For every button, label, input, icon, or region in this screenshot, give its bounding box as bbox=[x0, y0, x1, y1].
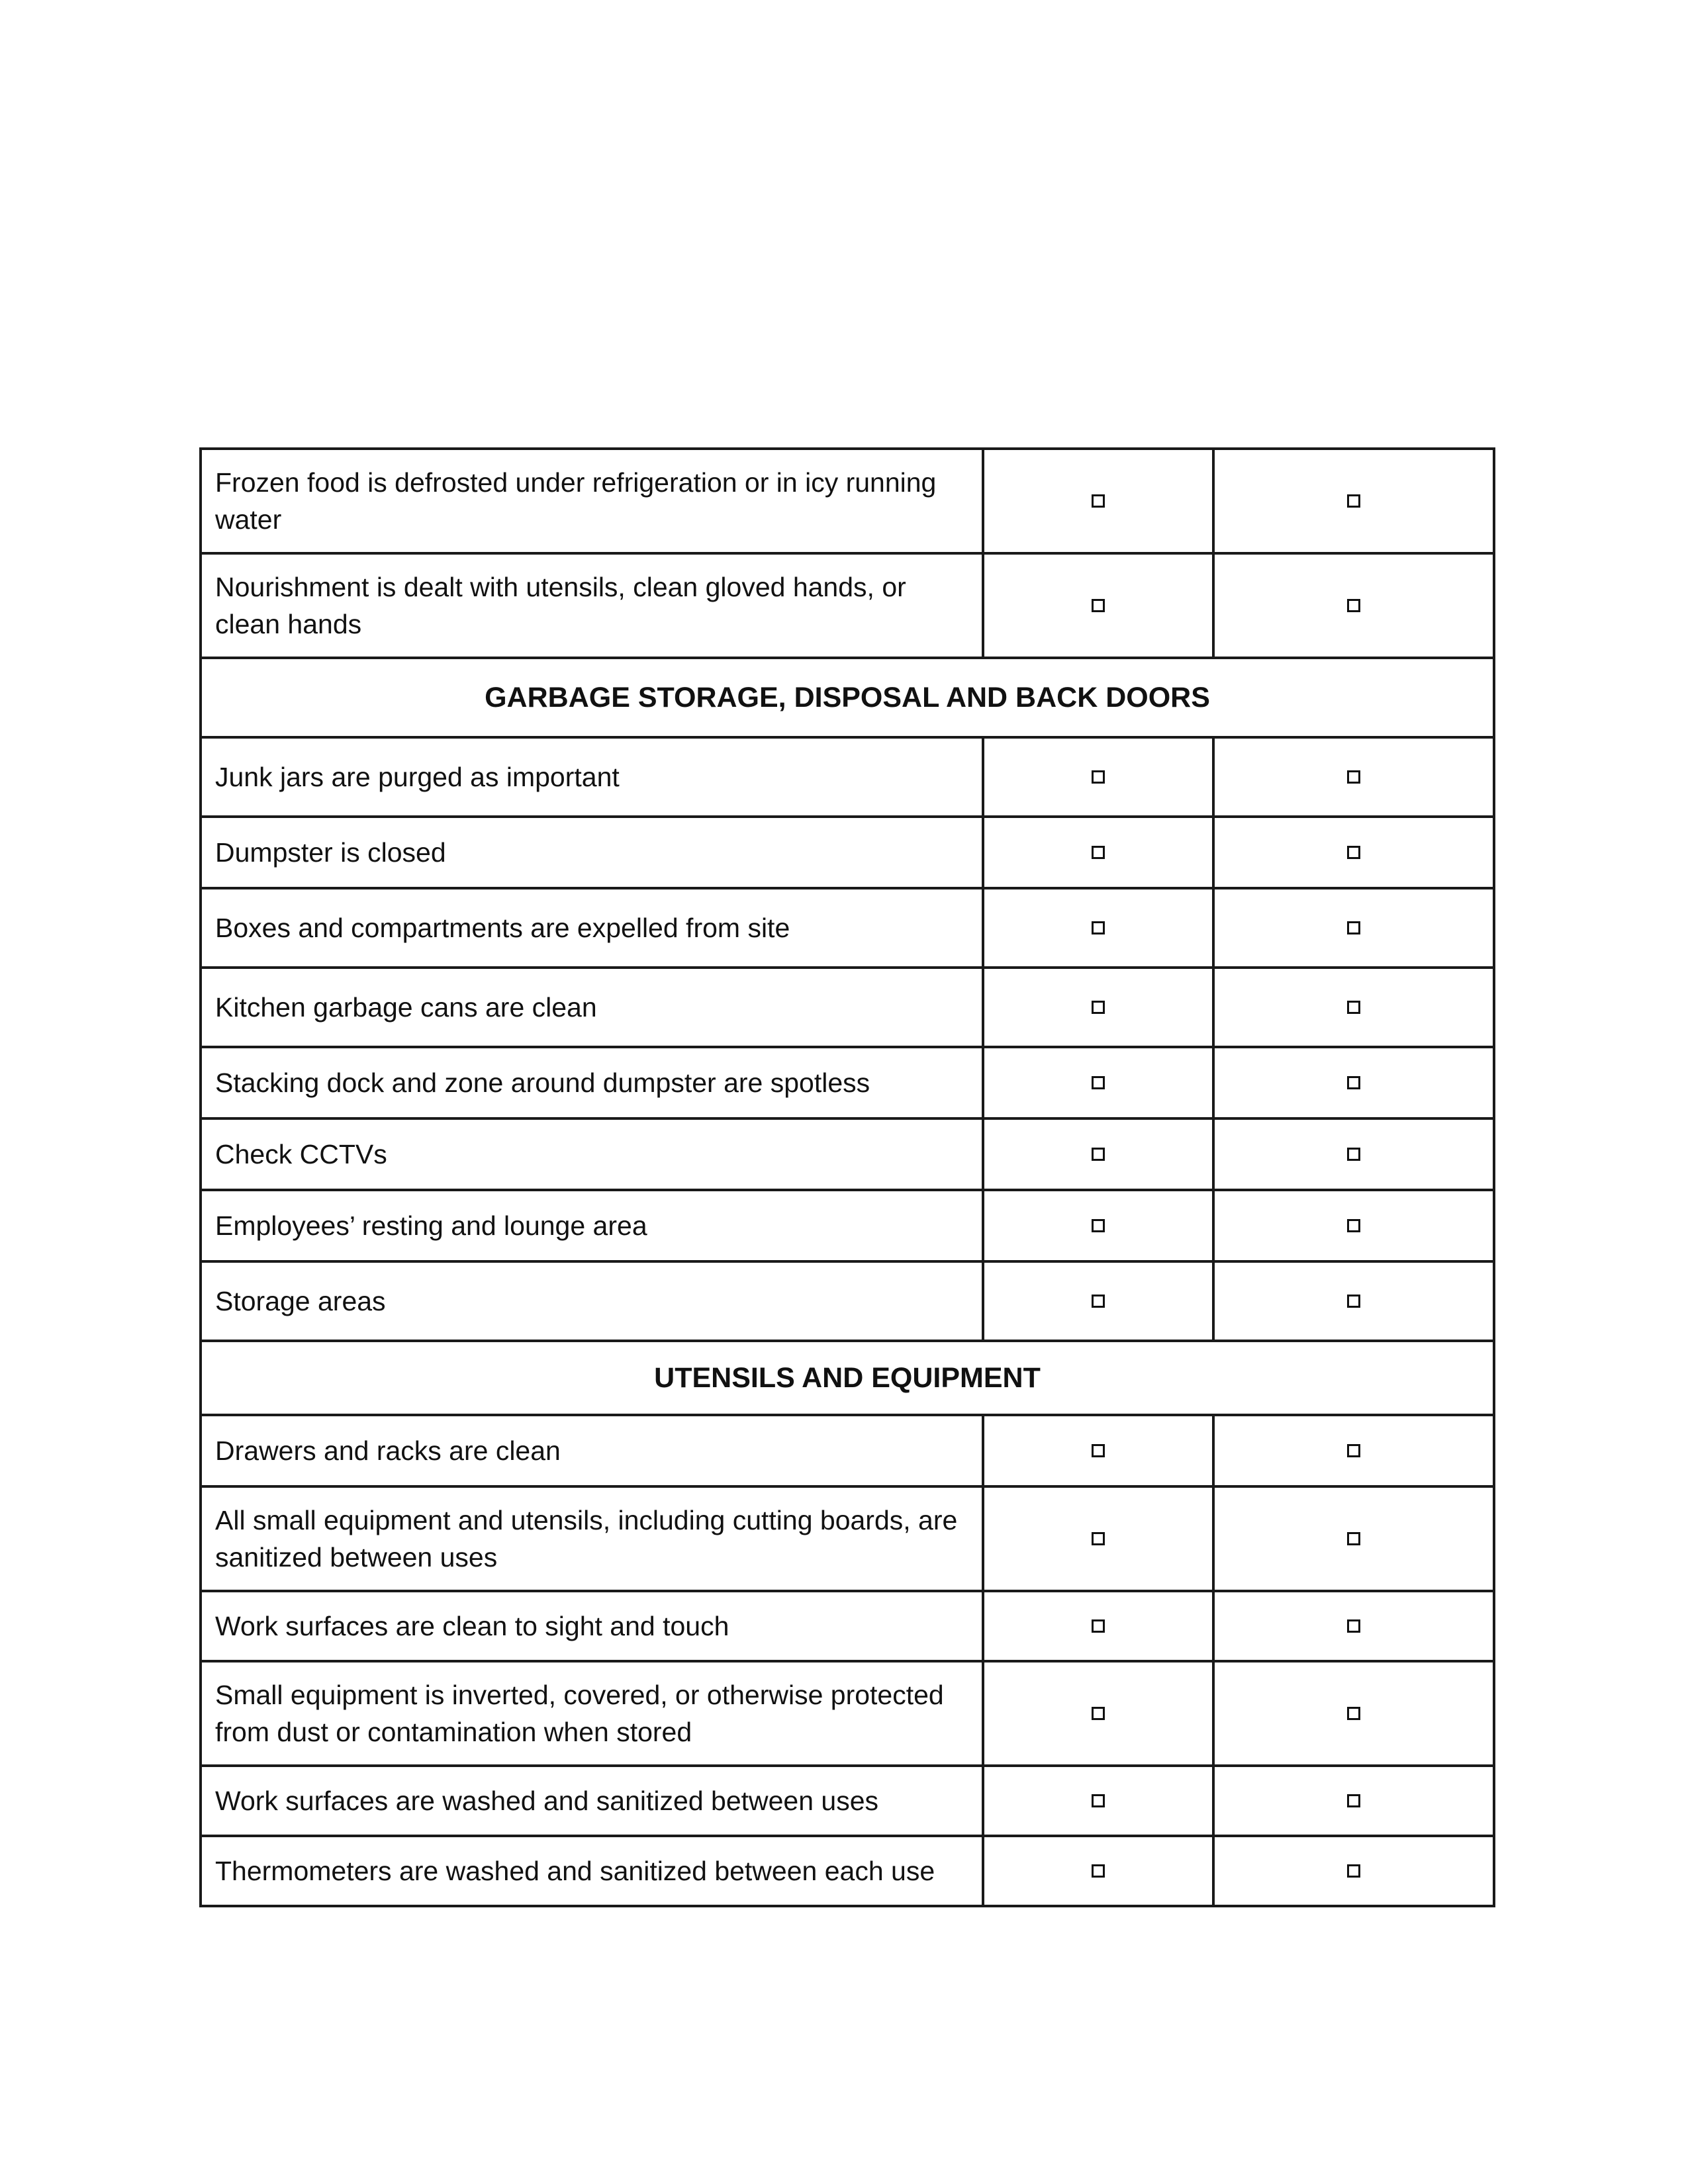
checkbox-icon[interactable] bbox=[1347, 1148, 1360, 1161]
checkbox-icon[interactable] bbox=[1092, 1295, 1105, 1308]
checkbox-cell[interactable] bbox=[1213, 1118, 1494, 1190]
checkbox-cell[interactable] bbox=[1213, 553, 1494, 658]
table-row bbox=[201, 817, 1494, 888]
checkbox-cell[interactable] bbox=[983, 1836, 1213, 1906]
section-header-row bbox=[201, 1341, 1494, 1415]
checkbox-cell[interactable] bbox=[1213, 1261, 1494, 1341]
checkbox-icon[interactable] bbox=[1092, 846, 1105, 859]
checkbox-cell[interactable] bbox=[983, 1415, 1213, 1486]
checkbox-icon[interactable] bbox=[1347, 770, 1360, 784]
item-text: Dumpster is closed bbox=[201, 817, 983, 888]
checkbox-icon[interactable] bbox=[1092, 1076, 1105, 1089]
checkbox-icon[interactable] bbox=[1092, 1148, 1105, 1161]
item-text: Work surfaces are clean to sight and touch bbox=[201, 1591, 983, 1661]
checkbox-icon[interactable] bbox=[1347, 1001, 1360, 1014]
checkbox-icon[interactable] bbox=[1092, 494, 1105, 508]
checkbox-icon[interactable] bbox=[1092, 1219, 1105, 1232]
checkbox-icon[interactable] bbox=[1092, 599, 1105, 612]
item-text: Stacking dock and zone around dumpster are spotless bbox=[201, 1047, 983, 1118]
section-title: UTENSILS AND EQUIPMENT bbox=[201, 1341, 1494, 1415]
checkbox-icon[interactable] bbox=[1347, 921, 1360, 934]
checkbox-cell[interactable] bbox=[983, 1118, 1213, 1190]
checkbox-cell[interactable] bbox=[1213, 1190, 1494, 1261]
checkbox-cell[interactable] bbox=[983, 449, 1213, 553]
checkbox-cell[interactable] bbox=[983, 737, 1213, 817]
checkbox-cell[interactable] bbox=[1213, 1415, 1494, 1486]
checkbox-icon[interactable] bbox=[1347, 1619, 1360, 1633]
checkbox-icon[interactable] bbox=[1347, 599, 1360, 612]
checkbox-cell[interactable] bbox=[983, 888, 1213, 968]
checkbox-cell[interactable] bbox=[1213, 737, 1494, 817]
item-text: Frozen food is defrosted under refrigeration or in icy running water bbox=[201, 449, 983, 553]
item-text: Thermometers are washed and sanitized between each use bbox=[201, 1836, 983, 1906]
checklist-table bbox=[199, 447, 1495, 1907]
checkbox-icon[interactable] bbox=[1092, 1619, 1105, 1633]
table-row bbox=[201, 1261, 1494, 1341]
section-header-row bbox=[201, 658, 1494, 737]
checkbox-cell[interactable] bbox=[1213, 1047, 1494, 1118]
checkbox-cell[interactable] bbox=[1213, 1661, 1494, 1766]
checkbox-cell[interactable] bbox=[1213, 817, 1494, 888]
table-row bbox=[201, 1836, 1494, 1906]
checkbox-cell[interactable] bbox=[983, 1047, 1213, 1118]
table-row bbox=[201, 968, 1494, 1047]
checkbox-cell[interactable] bbox=[1213, 449, 1494, 553]
section-title: GARBAGE STORAGE, DISPOSAL AND BACK DOORS bbox=[201, 658, 1494, 737]
checkbox-icon[interactable] bbox=[1092, 1001, 1105, 1014]
checkbox-cell[interactable] bbox=[1213, 888, 1494, 968]
table-row bbox=[201, 1766, 1494, 1836]
checkbox-icon[interactable] bbox=[1347, 1295, 1360, 1308]
checkbox-icon[interactable] bbox=[1092, 1794, 1105, 1807]
item-text: All small equipment and utensils, including cutting boards, are sanitized between uses bbox=[201, 1486, 983, 1591]
item-text: Boxes and compartments are expelled from site bbox=[201, 888, 983, 968]
checkbox-cell[interactable] bbox=[983, 1661, 1213, 1766]
checkbox-cell[interactable] bbox=[983, 553, 1213, 658]
item-text: Kitchen garbage cans are clean bbox=[201, 968, 983, 1047]
checkbox-icon[interactable] bbox=[1347, 494, 1360, 508]
checkbox-cell[interactable] bbox=[1213, 1766, 1494, 1836]
checkbox-cell[interactable] bbox=[1213, 1591, 1494, 1661]
table-row bbox=[201, 1661, 1494, 1766]
item-text: Junk jars are purged as important bbox=[201, 737, 983, 817]
item-text: Work surfaces are washed and sanitized between uses bbox=[201, 1766, 983, 1836]
checkbox-icon[interactable] bbox=[1092, 1864, 1105, 1878]
table-row bbox=[201, 737, 1494, 817]
checkbox-icon[interactable] bbox=[1347, 1219, 1360, 1232]
checkbox-icon[interactable] bbox=[1347, 1076, 1360, 1089]
checkbox-cell[interactable] bbox=[983, 1591, 1213, 1661]
checkbox-icon[interactable] bbox=[1347, 1707, 1360, 1720]
checkbox-cell[interactable] bbox=[983, 1486, 1213, 1591]
checkbox-cell[interactable] bbox=[1213, 1836, 1494, 1906]
table-row bbox=[201, 1047, 1494, 1118]
table-row bbox=[201, 1415, 1494, 1486]
checkbox-icon[interactable] bbox=[1347, 846, 1360, 859]
item-text: Check CCTVs bbox=[201, 1118, 983, 1190]
checkbox-icon[interactable] bbox=[1092, 1707, 1105, 1720]
checkbox-cell[interactable] bbox=[983, 1190, 1213, 1261]
checkbox-cell[interactable] bbox=[1213, 1486, 1494, 1591]
item-text: Small equipment is inverted, covered, or otherwise protected from dust or contamination when stored bbox=[201, 1661, 983, 1766]
item-text: Storage areas bbox=[201, 1261, 983, 1341]
table-row bbox=[201, 553, 1494, 658]
checkbox-icon[interactable] bbox=[1347, 1794, 1360, 1807]
checkbox-icon[interactable] bbox=[1092, 770, 1105, 784]
table-row bbox=[201, 1190, 1494, 1261]
checkbox-cell[interactable] bbox=[983, 1766, 1213, 1836]
checkbox-cell[interactable] bbox=[983, 817, 1213, 888]
checkbox-cell[interactable] bbox=[983, 1261, 1213, 1341]
checkbox-icon[interactable] bbox=[1347, 1864, 1360, 1878]
table-row bbox=[201, 1118, 1494, 1190]
checkbox-icon[interactable] bbox=[1092, 1444, 1105, 1457]
checkbox-icon[interactable] bbox=[1092, 921, 1105, 934]
table-row bbox=[201, 449, 1494, 553]
checkbox-icon[interactable] bbox=[1347, 1444, 1360, 1457]
table-row bbox=[201, 888, 1494, 968]
checkbox-icon[interactable] bbox=[1347, 1532, 1360, 1545]
checkbox-cell[interactable] bbox=[1213, 968, 1494, 1047]
item-text: Drawers and racks are clean bbox=[201, 1415, 983, 1486]
item-text: Nourishment is dealt with utensils, clean gloved hands, or clean hands bbox=[201, 553, 983, 658]
item-text: Employees’ resting and lounge area bbox=[201, 1190, 983, 1261]
checkbox-cell[interactable] bbox=[983, 968, 1213, 1047]
table-row bbox=[201, 1486, 1494, 1591]
table-row bbox=[201, 1591, 1494, 1661]
checkbox-icon[interactable] bbox=[1092, 1532, 1105, 1545]
